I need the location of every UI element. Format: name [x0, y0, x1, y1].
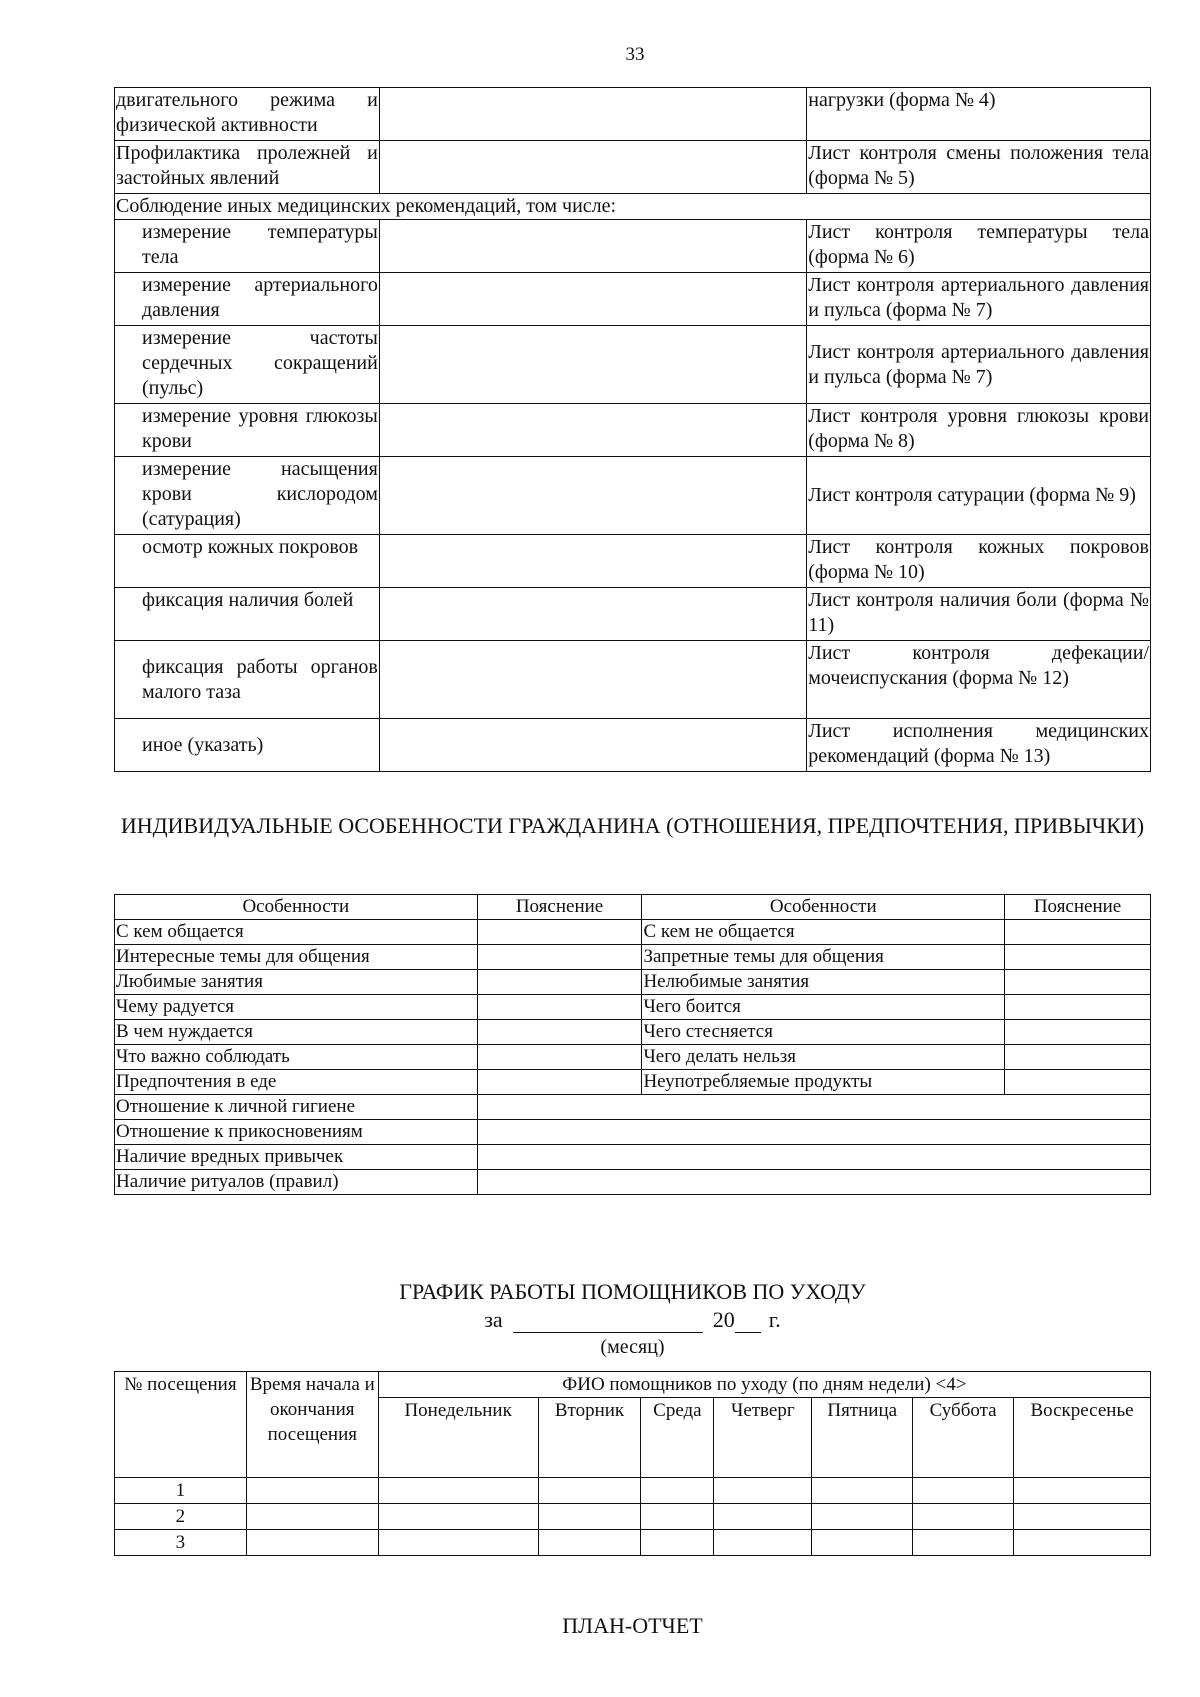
- schedule-cell: [812, 1504, 913, 1530]
- recommendation-row: [115, 535, 1151, 588]
- schedule-table: [114, 1371, 1151, 1556]
- feature-explanation-cell: [477, 1145, 1150, 1170]
- period-year: 20: [712, 1307, 735, 1332]
- recommendation-entry-cell: [379, 404, 806, 457]
- feature-explanation-cell: [477, 920, 642, 945]
- header-visit-time: Время начала и окончания посещения: [246, 1372, 378, 1478]
- feature-explanation-cell: [477, 970, 642, 995]
- feature-label: С кем не общается: [642, 920, 1005, 945]
- recommendation-name: измерение частоты сердечных сокращений (пульс): [115, 326, 380, 404]
- feature-explanation-cell: [1005, 945, 1151, 970]
- recommendation-row: [115, 220, 1151, 273]
- schedule-cell: [538, 1478, 641, 1504]
- recommendation-row: [115, 141, 1151, 194]
- header-visit-number: № посещения: [115, 1372, 247, 1478]
- visit-number: 2: [115, 1504, 247, 1530]
- recommendation-name: Профилактика пролежней и застойных явлений: [115, 141, 380, 194]
- schedule-header-row-1: [115, 1372, 1151, 1398]
- feature-row: [115, 1095, 1151, 1120]
- feature-label: Любимые занятия: [115, 970, 478, 995]
- schedule-row: [115, 1478, 1151, 1504]
- recommendation-form: Лист контроля артериального давления и пульса (форма № 7): [807, 273, 1151, 326]
- schedule-period: [114, 1306, 1151, 1333]
- feature-explanation-cell: [477, 1045, 642, 1070]
- schedule-row: [115, 1530, 1151, 1556]
- header-explanation-left: Пояснение: [477, 895, 642, 920]
- recommendation-name: измерение артериального давления: [115, 273, 380, 326]
- feature-label: Предпочтения в еде: [115, 1070, 478, 1095]
- recommendation-name: фиксация работы органов малого таза: [115, 641, 380, 719]
- recommendations-table: [114, 87, 1151, 772]
- recommendation-name: измерение насыщения крови кислородом (сатурация): [115, 457, 380, 535]
- recommendation-entry-cell: [379, 141, 806, 194]
- schedule-cell: [913, 1530, 1014, 1556]
- schedule-row: [115, 1504, 1151, 1530]
- schedule-cell: [913, 1478, 1014, 1504]
- feature-label: Чего делать нельзя: [642, 1045, 1005, 1070]
- recommendation-form: Лист контроля кожных покровов (форма № 10): [807, 535, 1151, 588]
- schedule-cell: [1014, 1478, 1151, 1504]
- day-header: Пятница: [812, 1398, 913, 1478]
- feature-explanation-cell: [1005, 970, 1151, 995]
- recommendation-row: [115, 88, 1151, 141]
- recommendation-row: [115, 641, 1151, 719]
- recommendation-entry-cell: [379, 88, 806, 141]
- header-assistants-group: ФИО помощников по уходу (по дням недели) <4>: [378, 1372, 1150, 1398]
- feature-label: Запретные темы для общения: [642, 945, 1005, 970]
- recommendation-name: измерение температуры тела: [115, 220, 380, 273]
- features-heading: ИНДИВИДУАЛЬНЫЕ ОСОБЕННОСТИ ГРАЖДАНИНА (ОТНОШЕНИЯ, ПРЕДПОЧТЕНИЯ, ПРИВЫЧКИ): [120, 813, 1145, 838]
- feature-label: Отношение к прикосновениям: [115, 1120, 478, 1145]
- visit-number: 1: [115, 1478, 247, 1504]
- feature-row: [115, 1120, 1151, 1145]
- recommendation-entry-cell: [379, 273, 806, 326]
- recommendation-row: [115, 326, 1151, 404]
- recommendation-row: [115, 588, 1151, 641]
- header-explanation-right: Пояснение: [1005, 895, 1151, 920]
- feature-row: [115, 970, 1151, 995]
- feature-explanation-cell: [1005, 995, 1151, 1020]
- schedule-cell: [913, 1504, 1014, 1530]
- feature-explanation-cell: [477, 1120, 1150, 1145]
- plan-report-heading: ПЛАН-ОТЧЕТ: [562, 1613, 703, 1638]
- recommendation-row: [115, 457, 1151, 535]
- recommendation-name: иное (указать): [115, 719, 380, 772]
- recommendation-form: Лист контроля артериального давления и пульса (форма № 7): [807, 326, 1151, 404]
- schedule-cell: [1014, 1530, 1151, 1556]
- schedule-cell: [641, 1478, 714, 1504]
- feature-label: Чего боится: [642, 995, 1005, 1020]
- recommendation-row: [115, 194, 1151, 220]
- feature-explanation-cell: [477, 1170, 1150, 1195]
- recommendation-row: [115, 273, 1151, 326]
- day-header: Суббота: [913, 1398, 1014, 1478]
- recommendation-row: [115, 719, 1151, 772]
- feature-row: [115, 1070, 1151, 1095]
- day-header: Понедельник: [378, 1398, 538, 1478]
- schedule-cell: [246, 1478, 378, 1504]
- period-prefix: за: [484, 1307, 503, 1332]
- recommendation-form: Лист контроля уровня глюкозы крови (форма № 8): [807, 404, 1151, 457]
- recommendation-form: Лист контроля смены положения тела (форма № 5): [807, 141, 1151, 194]
- recommendation-entry-cell: [379, 220, 806, 273]
- features-table: [114, 894, 1151, 1195]
- feature-row: [115, 1045, 1151, 1070]
- feature-explanation-cell: [477, 1095, 1150, 1120]
- schedule-cell: [246, 1504, 378, 1530]
- feature-label: Нелюбимые занятия: [642, 970, 1005, 995]
- feature-row: [115, 945, 1151, 970]
- feature-label: Интересные темы для общения: [115, 945, 478, 970]
- recommendation-form: нагрузки (форма № 4): [807, 88, 1151, 141]
- schedule-heading: ГРАФИК РАБОТЫ ПОМОЩНИКОВ ПО УХОДУ: [399, 1279, 866, 1304]
- schedule-cell: [378, 1530, 538, 1556]
- feature-label: В чем нуждается: [115, 1020, 478, 1045]
- feature-row: [115, 920, 1151, 945]
- feature-explanation-cell: [1005, 920, 1151, 945]
- day-header: Четверг: [714, 1398, 812, 1478]
- recommendation-row: [115, 404, 1151, 457]
- feature-row: [115, 1145, 1151, 1170]
- recommendation-form: Лист контроля температуры тела (форма № 6): [807, 220, 1151, 273]
- page-number: 33: [625, 44, 645, 65]
- recommendation-form: Лист исполнения медицинских рекомендаций (форма № 13): [807, 719, 1151, 772]
- recommendation-form: Лист контроля сатурации (форма № 9): [807, 457, 1151, 535]
- recommendation-form: Лист контроля дефекации/мочеиспускания (форма № 12): [807, 641, 1151, 719]
- feature-explanation-cell: [1005, 1020, 1151, 1045]
- schedule-cell: [1014, 1504, 1151, 1530]
- recommendation-name: измерение уровня глюкозы крови: [115, 404, 380, 457]
- feature-label: Наличие вредных привычек: [115, 1145, 478, 1170]
- section-label: Соблюдение иных медицинских рекомендаций, том числе:: [115, 194, 1151, 220]
- feature-row: [115, 995, 1151, 1020]
- schedule-cell: [641, 1504, 714, 1530]
- feature-label: С кем общается: [115, 920, 478, 945]
- recommendation-name: двигательного режима и физической активности: [115, 88, 380, 141]
- feature-label: Чего стесняется: [642, 1020, 1005, 1045]
- feature-explanation-cell: [1005, 1045, 1151, 1070]
- schedule-cell: [714, 1530, 812, 1556]
- schedule-cell: [714, 1478, 812, 1504]
- schedule-cell: [246, 1530, 378, 1556]
- feature-explanation-cell: [477, 1070, 642, 1095]
- feature-row: [115, 1020, 1151, 1045]
- recommendation-entry-cell: [379, 719, 806, 772]
- feature-label: Отношение к личной гигиене: [115, 1095, 478, 1120]
- schedule-cell: [812, 1478, 913, 1504]
- header-features-left: Особенности: [115, 895, 478, 920]
- feature-explanation-cell: [477, 1020, 642, 1045]
- visit-number: 3: [115, 1530, 247, 1556]
- schedule-cell: [812, 1530, 913, 1556]
- schedule-cell: [538, 1530, 641, 1556]
- year-blank: [735, 1310, 761, 1333]
- feature-label: Наличие ритуалов (правил): [115, 1170, 478, 1195]
- recommendation-form: Лист контроля наличия боли (форма № 11): [807, 588, 1151, 641]
- feature-label: Чему радуется: [115, 995, 478, 1020]
- feature-explanation-cell: [477, 995, 642, 1020]
- recommendation-name: фиксация наличия болей: [115, 588, 380, 641]
- recommendation-entry-cell: [379, 457, 806, 535]
- day-header: Среда: [641, 1398, 714, 1478]
- month-blank: [513, 1310, 703, 1333]
- recommendation-name: осмотр кожных покровов: [115, 535, 380, 588]
- schedule-cell: [714, 1504, 812, 1530]
- feature-explanation-cell: [477, 945, 642, 970]
- schedule-cell: [378, 1504, 538, 1530]
- feature-label: Что важно соблюдать: [115, 1045, 478, 1070]
- schedule-cell: [641, 1530, 714, 1556]
- header-features-right: Особенности: [642, 895, 1005, 920]
- day-header: Воскресенье: [1014, 1398, 1151, 1478]
- recommendation-entry-cell: [379, 641, 806, 719]
- schedule-cell: [378, 1478, 538, 1504]
- period-caption: (месяц): [600, 1336, 665, 1358]
- feature-row: [115, 1170, 1151, 1195]
- day-header: Вторник: [538, 1398, 641, 1478]
- recommendation-entry-cell: [379, 326, 806, 404]
- feature-explanation-cell: [1005, 1070, 1151, 1095]
- recommendation-entry-cell: [379, 535, 806, 588]
- period-suffix: г.: [768, 1307, 781, 1332]
- schedule-cell: [538, 1504, 641, 1530]
- feature-label: Неупотребляемые продукты: [642, 1070, 1005, 1095]
- features-header-row: [115, 895, 1151, 920]
- recommendation-entry-cell: [379, 588, 806, 641]
